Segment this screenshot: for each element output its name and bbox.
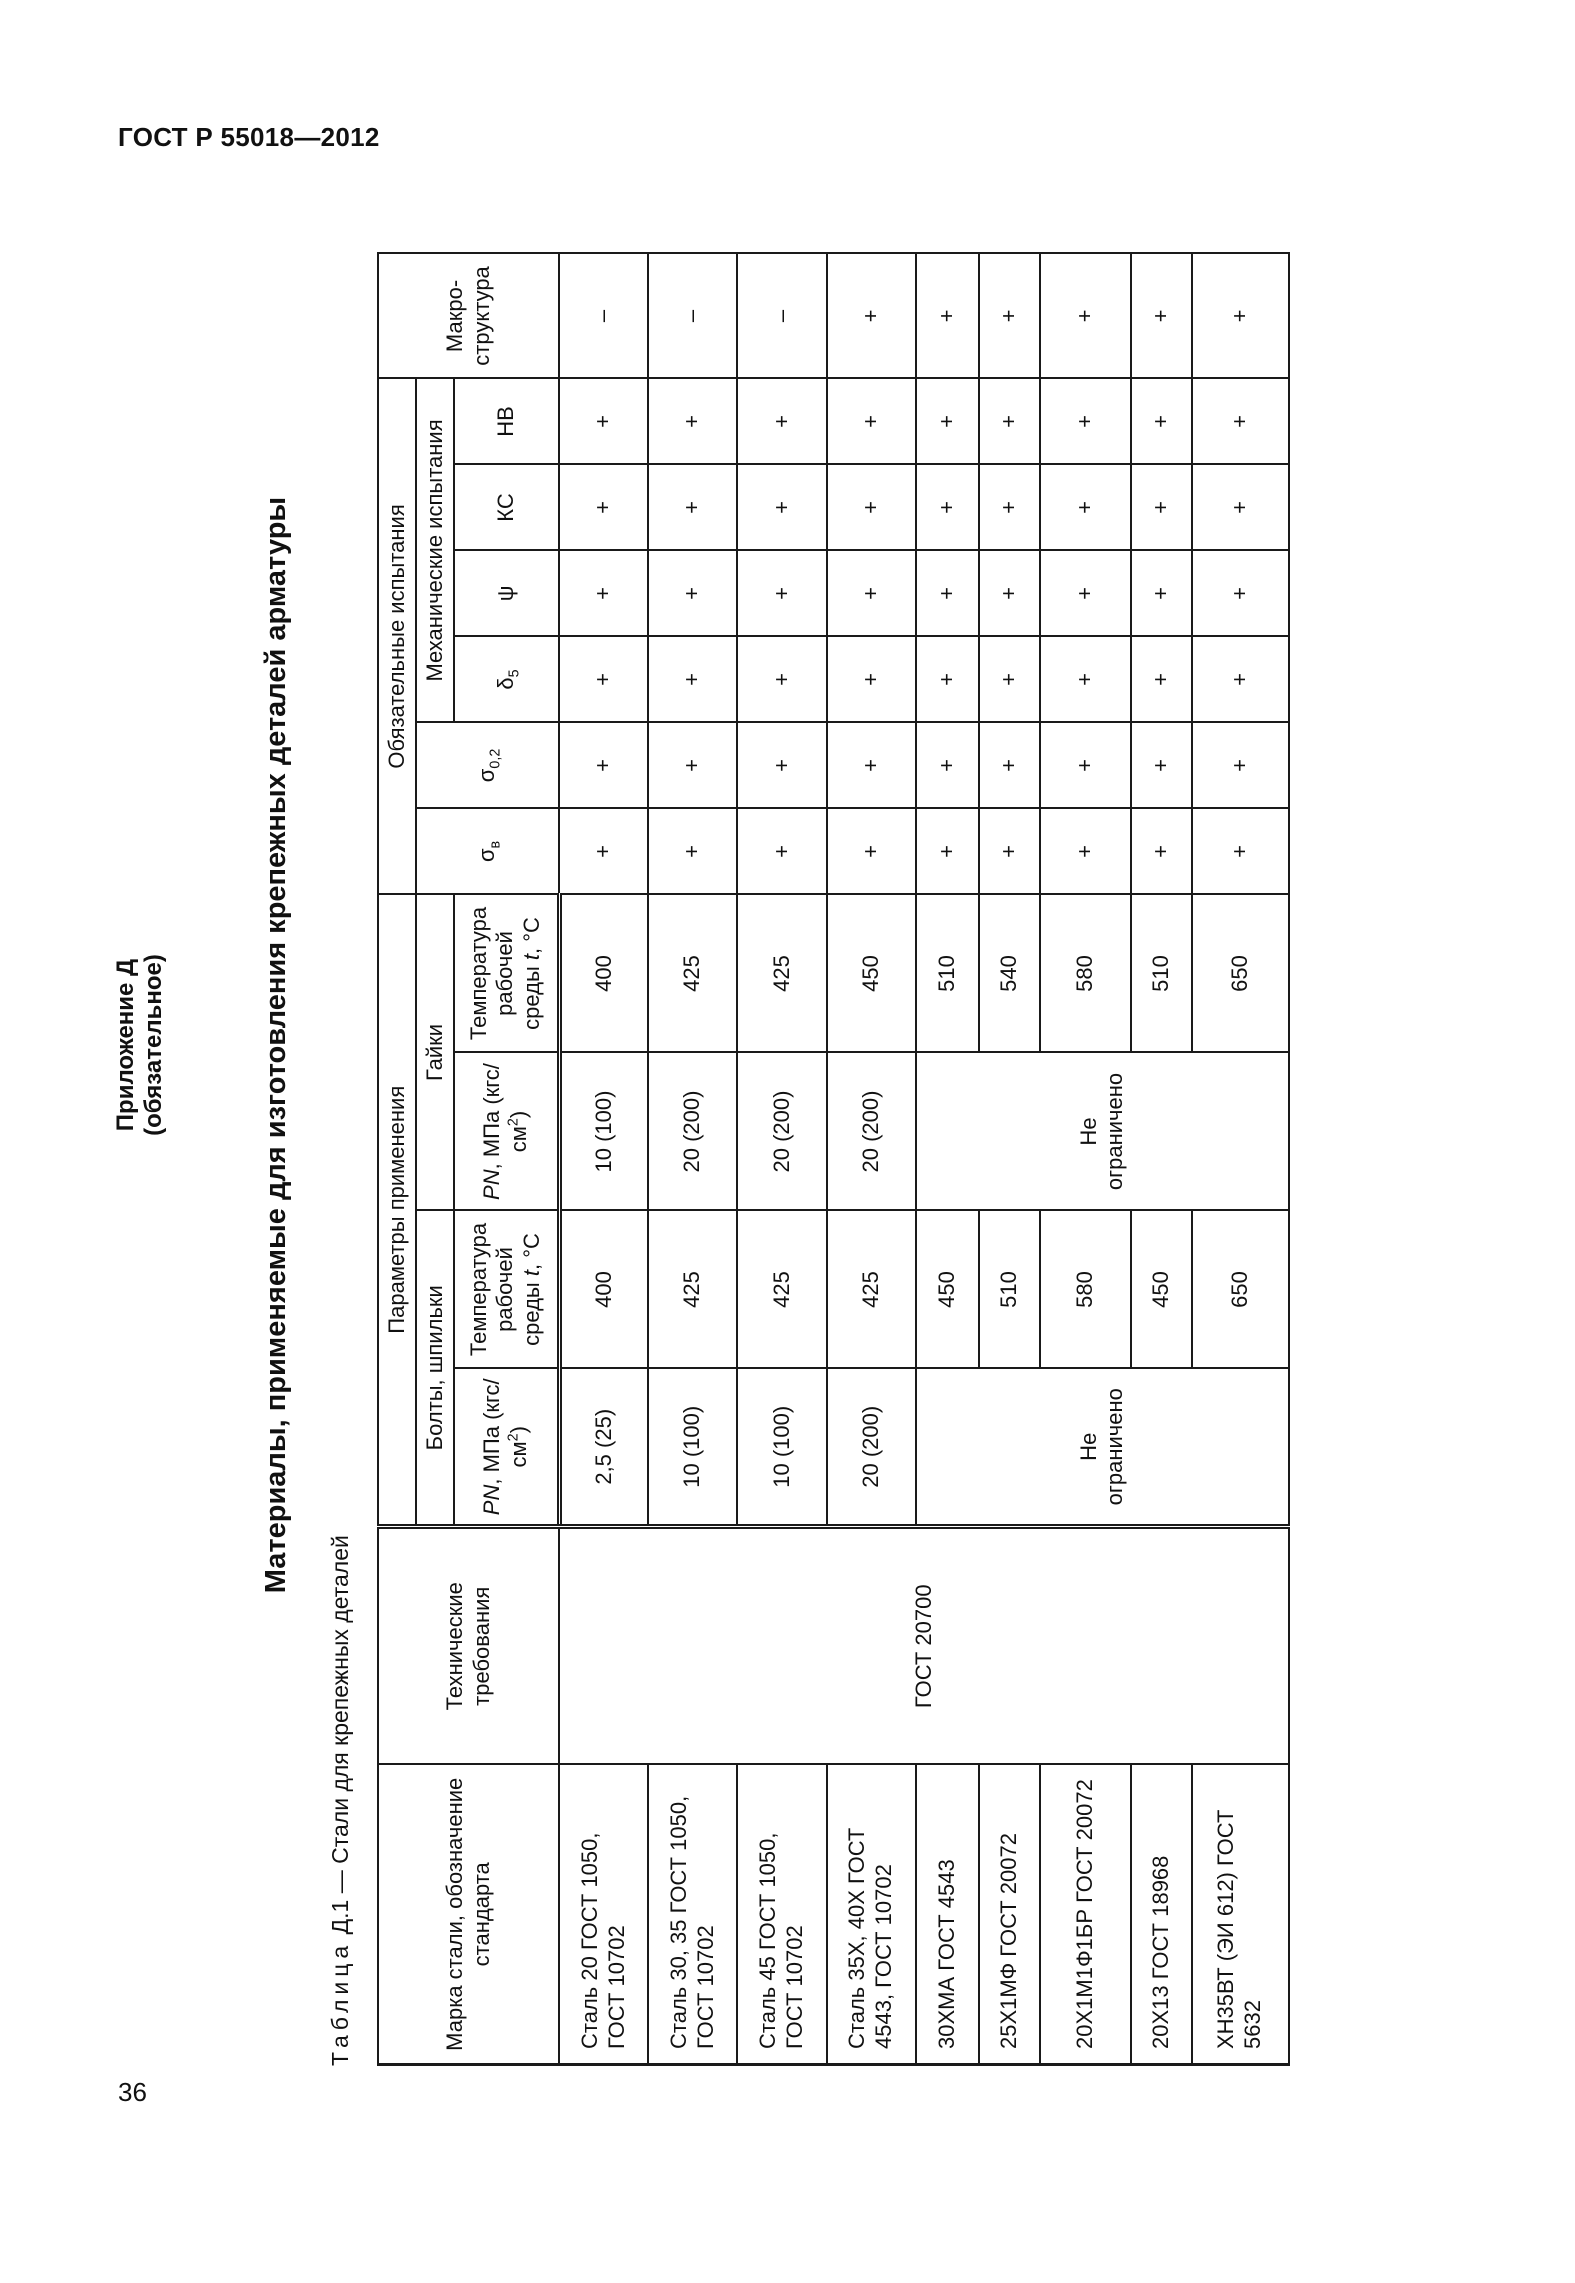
cell-psi: + <box>737 550 826 636</box>
cell-kc: + <box>737 464 826 550</box>
cell-hb: + <box>827 378 916 464</box>
cell-psi: + <box>648 550 737 636</box>
cell-bolt-temp: 650 <box>1192 1211 1289 1369</box>
cell-kc: + <box>979 464 1040 550</box>
header-nut-temp: Температура рабочей среды t, °С <box>454 894 559 1052</box>
cell-psi: + <box>1192 550 1289 636</box>
table-row <box>827 253 916 2064</box>
cell-bolt-pn: 10 (100) <box>737 1369 826 1527</box>
cell-sigma-02: + <box>737 722 826 808</box>
cell-sigma-02: + <box>648 722 737 808</box>
cell-nut-temp: 425 <box>737 894 826 1052</box>
cell-nut-temp: 510 <box>916 894 979 1052</box>
header-bolts: Болты, шпильки <box>416 1211 454 1527</box>
header-mech: Механические испытания <box>416 378 454 722</box>
cell-grade: ХН35ВТ (ЭИ 612) ГОСТ 5632 <box>1192 1765 1289 2065</box>
cell-delta5: + <box>1192 636 1289 722</box>
cell-macro: + <box>916 253 979 378</box>
header-psi: ψ <box>454 550 559 636</box>
cell-psi: + <box>559 550 648 636</box>
cell-sigma-b: + <box>1040 808 1131 894</box>
cell-grade: Сталь 30, 35 ГОСТ 1050, ГОСТ 10702 <box>648 1765 737 2065</box>
table-row <box>916 253 979 2064</box>
header-bolt-temp: Температура рабочей среды t, °С <box>454 1211 559 1369</box>
cell-grade: Сталь 45 ГОСТ 1050, ГОСТ 10702 <box>737 1765 826 2065</box>
cell-delta5: + <box>916 636 979 722</box>
cell-kc: + <box>1192 464 1289 550</box>
cell-sigma-02: + <box>1192 722 1289 808</box>
cell-nut-temp: 580 <box>1040 894 1131 1052</box>
cell-bolt-temp: 425 <box>827 1211 916 1369</box>
header-macro: Макро-структура <box>378 253 559 378</box>
table-row <box>648 253 737 2064</box>
table-row <box>737 253 826 2064</box>
cell-bolt-pn-not-limited: Не ограничено <box>916 1369 1289 1527</box>
header-delta5: $\delta_5$ <box>454 636 559 722</box>
cell-psi: + <box>1040 550 1131 636</box>
header-params: Параметры применения <box>378 894 416 1526</box>
cell-kc: + <box>648 464 737 550</box>
cell-delta5: + <box>648 636 737 722</box>
document-header: ГОСТ Р 55018—2012 <box>118 122 380 152</box>
appendix-status: (обязательное) <box>140 954 167 1136</box>
cell-hb: + <box>559 378 648 464</box>
cell-macro: + <box>979 253 1040 378</box>
cell-delta5: + <box>1040 636 1131 722</box>
cell-hb: + <box>1192 378 1289 464</box>
cell-psi: + <box>1131 550 1192 636</box>
header-bolt-pn: PN, МПа $(кгс/см^2)$ <box>454 1369 559 1527</box>
header-tech-req: Технические требования <box>378 1527 559 1765</box>
cell-bolt-temp: 510 <box>979 1211 1040 1369</box>
cell-kc: + <box>827 464 916 550</box>
cell-grade: 20Х13 ГОСТ 18968 <box>1131 1765 1192 2065</box>
header-nut-pn: PN, МПа $(кгс/см^2)$ <box>454 1053 559 1211</box>
table-caption-prefix: Таблица <box>327 1940 353 2066</box>
cell-bolt-temp: 450 <box>1131 1211 1192 1369</box>
cell-macro: + <box>1040 253 1131 378</box>
cell-nut-temp: 510 <box>1131 894 1192 1052</box>
cell-grade: 25Х1МФ ГОСТ 20072 <box>979 1765 1040 2065</box>
appendix-title <box>112 0 168 2130</box>
steels-table <box>377 252 1290 2066</box>
cell-bolt-temp: 425 <box>648 1211 737 1369</box>
header-sigma-02: $\sigma_{0,2}$ <box>416 722 559 808</box>
cell-bolt-pn: 20 (200) <box>827 1369 916 1527</box>
cell-sigma-02: + <box>559 722 648 808</box>
cell-delta5: + <box>559 636 648 722</box>
header-grade: Марка стали, обозначение стандарта <box>378 1765 559 2065</box>
cell-nut-pn: 10 (100) <box>559 1053 648 1211</box>
header-nuts: Гайки <box>416 894 454 1210</box>
cell-kc: + <box>1131 464 1192 550</box>
table-caption <box>327 1535 354 2066</box>
cell-delta5: + <box>979 636 1040 722</box>
cell-nut-temp: 650 <box>1192 894 1289 1052</box>
cell-nut-temp: 425 <box>648 894 737 1052</box>
cell-grade: 30ХМА ГОСТ 4543 <box>916 1765 979 2065</box>
cell-macro: – <box>648 253 737 378</box>
cell-macro: + <box>1131 253 1192 378</box>
cell-sigma-02: + <box>1131 722 1192 808</box>
main-title: Материалы, применяемые для изготовления крепежных деталей арматуры <box>260 496 292 1594</box>
cell-sigma-b: + <box>1131 808 1192 894</box>
cell-bolt-pn: 2,5 (25) <box>559 1369 648 1527</box>
cell-delta5: + <box>1131 636 1192 722</box>
cell-sigma-b: + <box>827 808 916 894</box>
cell-psi: + <box>916 550 979 636</box>
cell-hb: + <box>648 378 737 464</box>
rotated-content <box>110 0 1320 2130</box>
header-kc: КС <box>454 464 559 550</box>
cell-grade: Сталь 20 ГОСТ 1050, ГОСТ 10702 <box>559 1765 648 2065</box>
appendix-name: Приложение Д <box>112 958 139 1132</box>
cell-delta5: + <box>737 636 826 722</box>
cell-kc: + <box>559 464 648 550</box>
cell-sigma-b: + <box>979 808 1040 894</box>
cell-sigma-02: + <box>979 722 1040 808</box>
cell-nut-temp: 400 <box>559 894 648 1052</box>
cell-macro: + <box>1192 253 1289 378</box>
header-sigma-b: $\sigma_в$ <box>416 808 559 894</box>
cell-sigma-b: + <box>559 808 648 894</box>
cell-bolt-temp: 450 <box>916 1211 979 1369</box>
cell-sigma-b: + <box>916 808 979 894</box>
cell-bolt-temp: 425 <box>737 1211 826 1369</box>
cell-sigma-02: + <box>1040 722 1131 808</box>
table-caption-text: Д.1 — Стали для крепежных деталей <box>327 1535 353 1941</box>
cell-tech-req: ГОСТ 20700 <box>559 1527 1289 1765</box>
cell-hb: + <box>1131 378 1192 464</box>
cell-hb: + <box>1040 378 1131 464</box>
cell-sigma-02: + <box>916 722 979 808</box>
cell-psi: + <box>979 550 1040 636</box>
header-hb: НВ <box>454 378 559 464</box>
cell-hb: + <box>979 378 1040 464</box>
cell-grade: 20Х1М1Ф1БР ГОСТ 20072 <box>1040 1765 1131 2065</box>
cell-nut-temp: 540 <box>979 894 1040 1052</box>
cell-bolt-pn: 10 (100) <box>648 1369 737 1527</box>
cell-psi: + <box>827 550 916 636</box>
cell-sigma-02: + <box>827 722 916 808</box>
cell-grade: Сталь 35Х, 40Х ГОСТ 4543, ГОСТ 10702 <box>827 1765 916 2065</box>
cell-nut-pn: 20 (200) <box>648 1053 737 1211</box>
cell-nut-temp: 450 <box>827 894 916 1052</box>
cell-hb: + <box>916 378 979 464</box>
cell-nut-pn: 20 (200) <box>737 1053 826 1211</box>
cell-hb: + <box>737 378 826 464</box>
cell-sigma-b: + <box>648 808 737 894</box>
cell-nut-pn: 20 (200) <box>827 1053 916 1211</box>
cell-delta5: + <box>827 636 916 722</box>
page-number: 36 <box>118 2077 147 2107</box>
cell-sigma-b: + <box>737 808 826 894</box>
cell-bolt-temp: 400 <box>559 1211 648 1369</box>
cell-bolt-temp: 580 <box>1040 1211 1131 1369</box>
cell-macro: – <box>737 253 826 378</box>
cell-sigma-b: + <box>1192 808 1289 894</box>
cell-macro: + <box>827 253 916 378</box>
cell-macro: – <box>559 253 648 378</box>
header-mandatory: Обязательные испытания <box>378 378 416 894</box>
cell-kc: + <box>1040 464 1131 550</box>
cell-nut-pn-not-limited: Не ограничено <box>916 1053 1289 1211</box>
cell-kc: + <box>916 464 979 550</box>
table-row <box>559 253 648 2064</box>
